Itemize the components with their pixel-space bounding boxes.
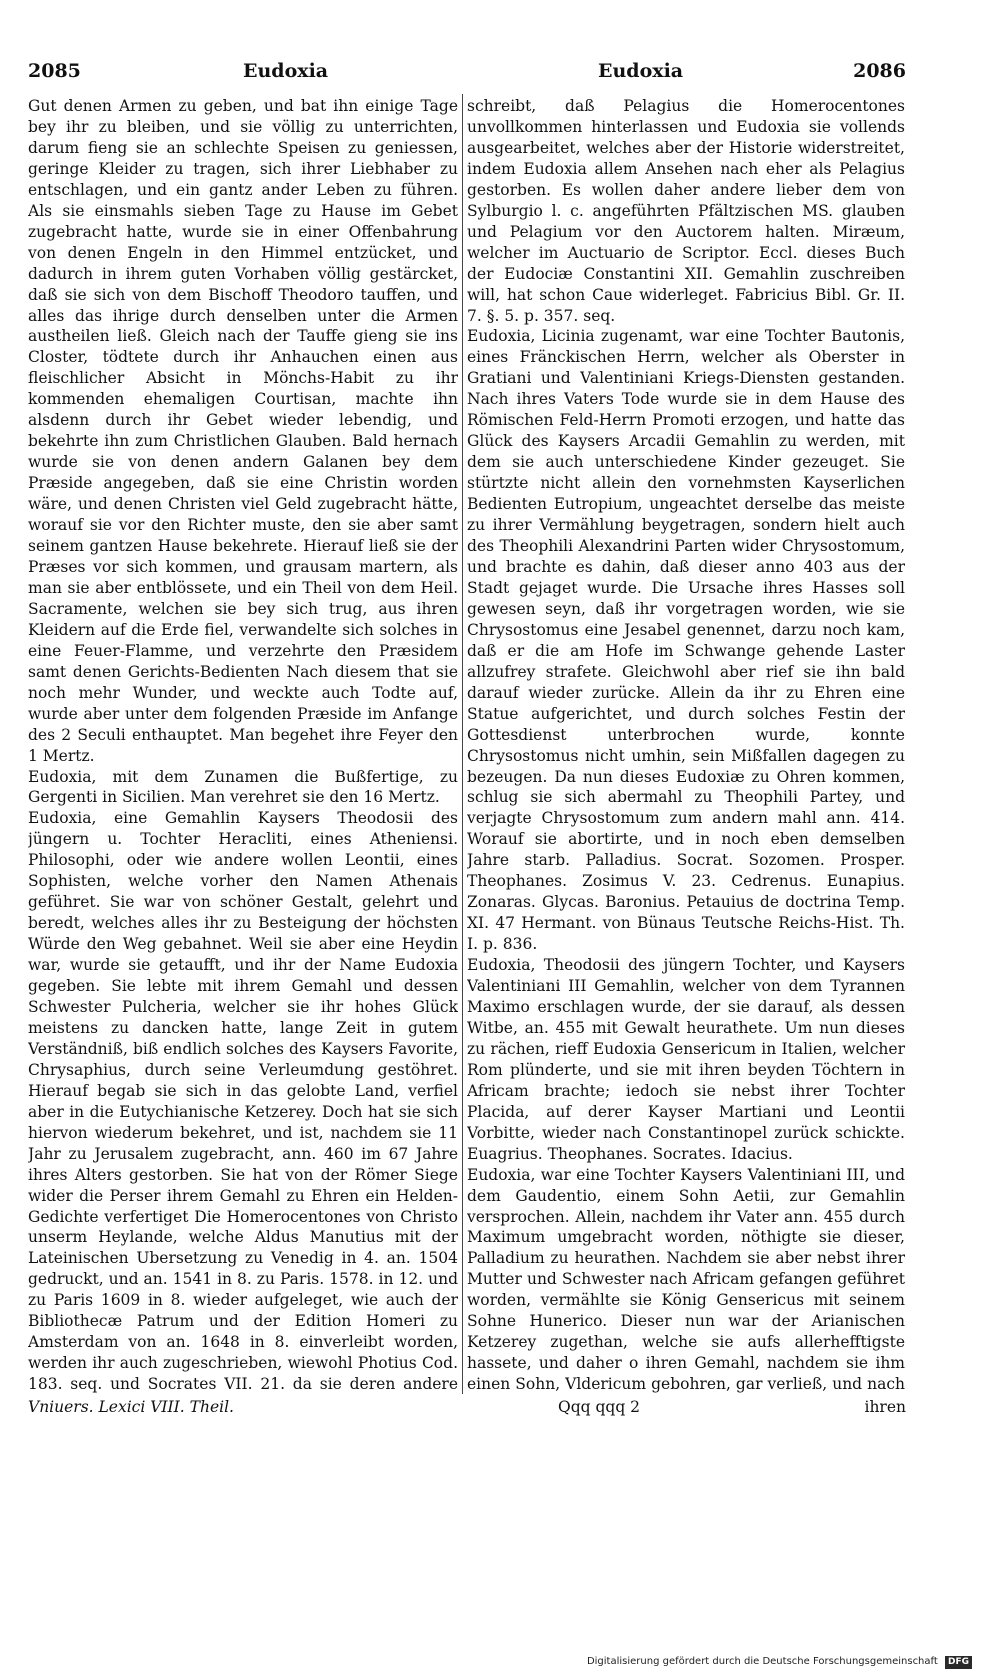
entry-text: Eudoxia, eine Gemahlin Kaysers Theodosii des jüngern u. Tochter Heracliti, eines Atheniensi. Philosophi, oder wie andere wollen Leontii, eines Sophisten, welche vorher den Namen Athenais geführet. Sie war von schöner Gestalt, gelehrt und beredt, welches alles ihr zu Besteigung der höchsten Würde den Weg gebahnet. Weil sie aber eine Heydin war, wurde sie getaufft, und ihr der Name Eudoxia gegeben. Sie lebte mit ihrem Gemahl und dessen Schwester Pulcheria, welcher sie ihr hohes Glück meistens zu dancken hatte, lange Zeit in gutem Verständniß, biß endlich solches des Kaysers Favorite, Chrysaphius, durch seine Verleumdung gestöhret. Hierauf begab sie sich in das gelobte Land, verfiel aber in die Eutychianische Ketzerey. Doch hat sie sich hiervon wiederum bekehret, und ist, nachdem sie 11 Jahr zu Jerusalem zugebracht, ann. 460 im 67 Jahre ihres Alters gestorben. Sie hat von der Römer Siege wider die Perser ihrem Gemahl zu Ehren ein Helden-Gedichte verfertiget Die Homerocentones von Christo unserm Heylande, welche Aldus Manutius mit der Lateinischen Ubersetzung zu Venedig in 4. an. 1504 gedruckt, und an. 1541 in 8. zu Paris. 1578. in 12. und zu Paris 1609 in 8. wieder aufgeleget, wie auch der Bibliothecæ Patrum und der Edition Homeri zu Amsterdam von an. 1648 in 8. einverleibt worden, werden ihr auch zugeschrieben, wiewohl Photius Cod. 183. seq. und Socrates VII. 21. da sie deren andere xyxy=(28,809,458,1394)
running-title-right: Eudoxia xyxy=(598,60,684,82)
column-divider xyxy=(462,94,463,1394)
sheet-mark: Qqq qqq 2 xyxy=(558,1398,641,1416)
dfg-logo: DFG xyxy=(945,1656,972,1669)
running-title-left: Eudoxia xyxy=(243,60,329,82)
right-column xyxy=(467,96,905,1396)
left-column xyxy=(28,96,458,1396)
entry-text: schreibt, daß Pelagius die Homerocentones unvollkommen hinterlassen und Eudoxia sie vollends ausgearbeitet, welches aber der Historie widerstreitet, indem Eudoxia allem Ansehen nach eher als Pelagius gestorben. Es wollen daher andere lieber dem von Sylburgio l. c. angeführten Pfältzischen MS. glauben und Pelagium vor den Auctorem halten. Miræum, welcher im Auctuario de Scriptor. Eccl. dieses Buch der Eudociæ Constantini XII. Gemahlin zuschreiben will, hat schon Caue widerleget. Fabricius Bibl. Gr. II. 7. §. 5. p. 357. seq. xyxy=(467,97,905,325)
entry-text: Eudoxia, Theodosii des jüngern Tochter, und Kaysers Valentiniani III Gemahlin, welcher von dem Tyrannen Maximo erschlagen wurde, der sie darauf, als dessen Witbe, an. 455 mit Gewalt heurathete. Um nun dieses zu rächen, rieff Eudoxia Gensericum in Italien, welcher Rom plünderte, und sie mit ihren beyden Töchtern in Africam brachte; iedoch sie nebst ihrer Tochter Placida, auf derer Kayser Martiani und Leontii Vorbitte, wieder nach Constantinopel zurück schickte. Euagrius. Theophanes. Socrates. Idacius. xyxy=(467,956,905,1163)
catchword: ihren xyxy=(864,1398,906,1416)
page-number-left: 2085 xyxy=(28,60,81,82)
signature-line: Vniuers. Lexici VIII. Theil. xyxy=(28,1398,234,1416)
entry-text: Gut denen Armen zu geben, und bat ihn einige Tage bey ihr zu bleiben, und sie völlig zu unterrichten, darum fieng sie an schlechte Speisen zu geniessen, geringe Kleider zu tragen, sich ihrer Liebhaber zu entschlagen, und ein gantz ander Leben zu führen. Als sie einsmahls sieben Tage zu Hause im Gebet zugebracht hatte, wurde sie in einer Offenbahrung von denen Engeln in den Himmel entzücket, und dadurch in ihrem guten Vorhaben völlig gestärcket, daß sie sich von dem Bischoff Theodoro tauffen, und alles das ihrige durch denselben unter die Armen austheilen ließ. Gleich nach der Tauffe gieng sie ins Closter, tödtete durch ihr Anhauchen einen aus fleischlicher Absicht in Mönchs-Habit zu ihr kommenden ehemaligen Courtisan, machte ihn alsdenn durch ihr Gebet wieder lebendig, und bekehrte ihn zum Christlichen Glauben. Bald hernach wurde sie von denen andern Galanen bey dem Præside angegeben, daß sie eine Christin worden wäre, und denen Christen viel Geld zugebracht hätte, worauf sie vor den Richter muste, den sie aber samt seinem gantzen Hause bekehrete. Hierauf ließ sie der Præses vor sich kommen, und grausam martern, als man sie aber entblössete, und ein Theil von dem Heil. Sacramente, welchen sie bey sich trug, aus ihren Kleidern auf die Erde fiel, verwandelte sich solches in eine Feuer-Flamme, und verzehrte den Præsidem samt denen Gerichts-Bedienten Nach diesem that sie noch mehr Wunder, und weckte auch Todte auf, wurde aber unter dem folgenden Præside im Anfange des 2 Seculi enthauptet. Man begehet ihre Feyer den 1 Mertz. xyxy=(28,97,458,765)
entry-text: Eudoxia, Licinia zugenamt, war eine Tochter Bautonis, eines Fränckischen Herrn, welcher als Oberster in Gratiani und Valentiniani Kriegs-Diensten gestanden. Nach ihres Vaters Tode wurde sie in dem Hause des Römischen Feld-Herrn Promoti erzogen, und hatte das Glück des Kaysers Arcadii Gemahlin zu werden, mit dem sie auch unterschiedene Kinder gezeuget. Sie stürtzte nicht allein den vornehmsten Kayserlichen Bedienten Eutropium, ungeachtet derselbe das meiste zu ihrer Vermählung beygetragen, sondern hielt auch des Theophili Alexandrini Parten wider Chrysostomum, und brachte es dahin, daß dieser anno 403 aus der Stadt gejaget wurde. Die Ursache ihres Hasses soll gewesen seyn, daß ihr vorgetragen worden, wie sie Chrysostomus eine Jesabel genennet, darzu noch kam, daß er die am Hofe im Schwange gehende Laster allzufrey strafete. Gleichwohl aber rief sie ihn bald darauf wieder zurücke. Allein da ihr zu Ehren eine Statue aufgerichtet, und durch solches Festin der Gottesdienst unterbrochen wurde, konnte Chrysostomus nicht umhin, sein Mißfallen dagegen zu bezeugen. Da nun dieses Eudoxiæ zu Ohren kommen, schlug sie sich abermahl zu Theophili Partey, und verjagte Chrysostomum zum andern mahl ann. 414. Worauf sie abortirte, und in noch eben demselben Jahre starb. Palladius. Socrat. Sozomen. Prosper. Theophanes. Zosimus V. 23. Cedrenus. Eunapius. Zonaras. Glycas. Baronius. Petauius de doctrina Temp. XI. 47 Hermant. von Bünaus Teutsche Reichs-Hist. Th. I. p. 836. xyxy=(467,327,905,954)
credit-text: Digitalisierung gefördert durch die Deutsche Forschungsgemeinschaft xyxy=(586,1656,938,1667)
entry-text: Eudoxia, mit dem Zunamen die Bußfertige, zu Gergenti in Sicilien. Man verehret sie den 16 Mertz. xyxy=(28,767,458,807)
page-number-right: 2086 xyxy=(853,60,906,82)
page-footer xyxy=(28,1398,906,1424)
page-header xyxy=(28,60,906,90)
digitization-credit xyxy=(587,1656,972,1672)
entry-text: Eudoxia, war eine Tochter Kaysers Valentiniani III, und dem Gaudentio, einem Sohn Aetii, zur Gemahlin versprochen. Allein, nachdem ihr Vater ann. 455 durch Maximum umgebracht worden, nöthigte sie dieser, Palladium zu heurathen. Nachdem sie aber nebst ihrer Mutter und Schwester nach Africam gefangen geführet worden, vermählte sie König Gensericus mit seinem Sohne Hunerico. Dieser nun war der Arianischen Ketzerey zugethan, welche sie aufs allerhefftigste hassete, und daher o ihren Gemahl, nachdem sie ihm einen Sohn, Vldericum gebohren, gar verließ, und nach xyxy=(467,1165,905,1394)
